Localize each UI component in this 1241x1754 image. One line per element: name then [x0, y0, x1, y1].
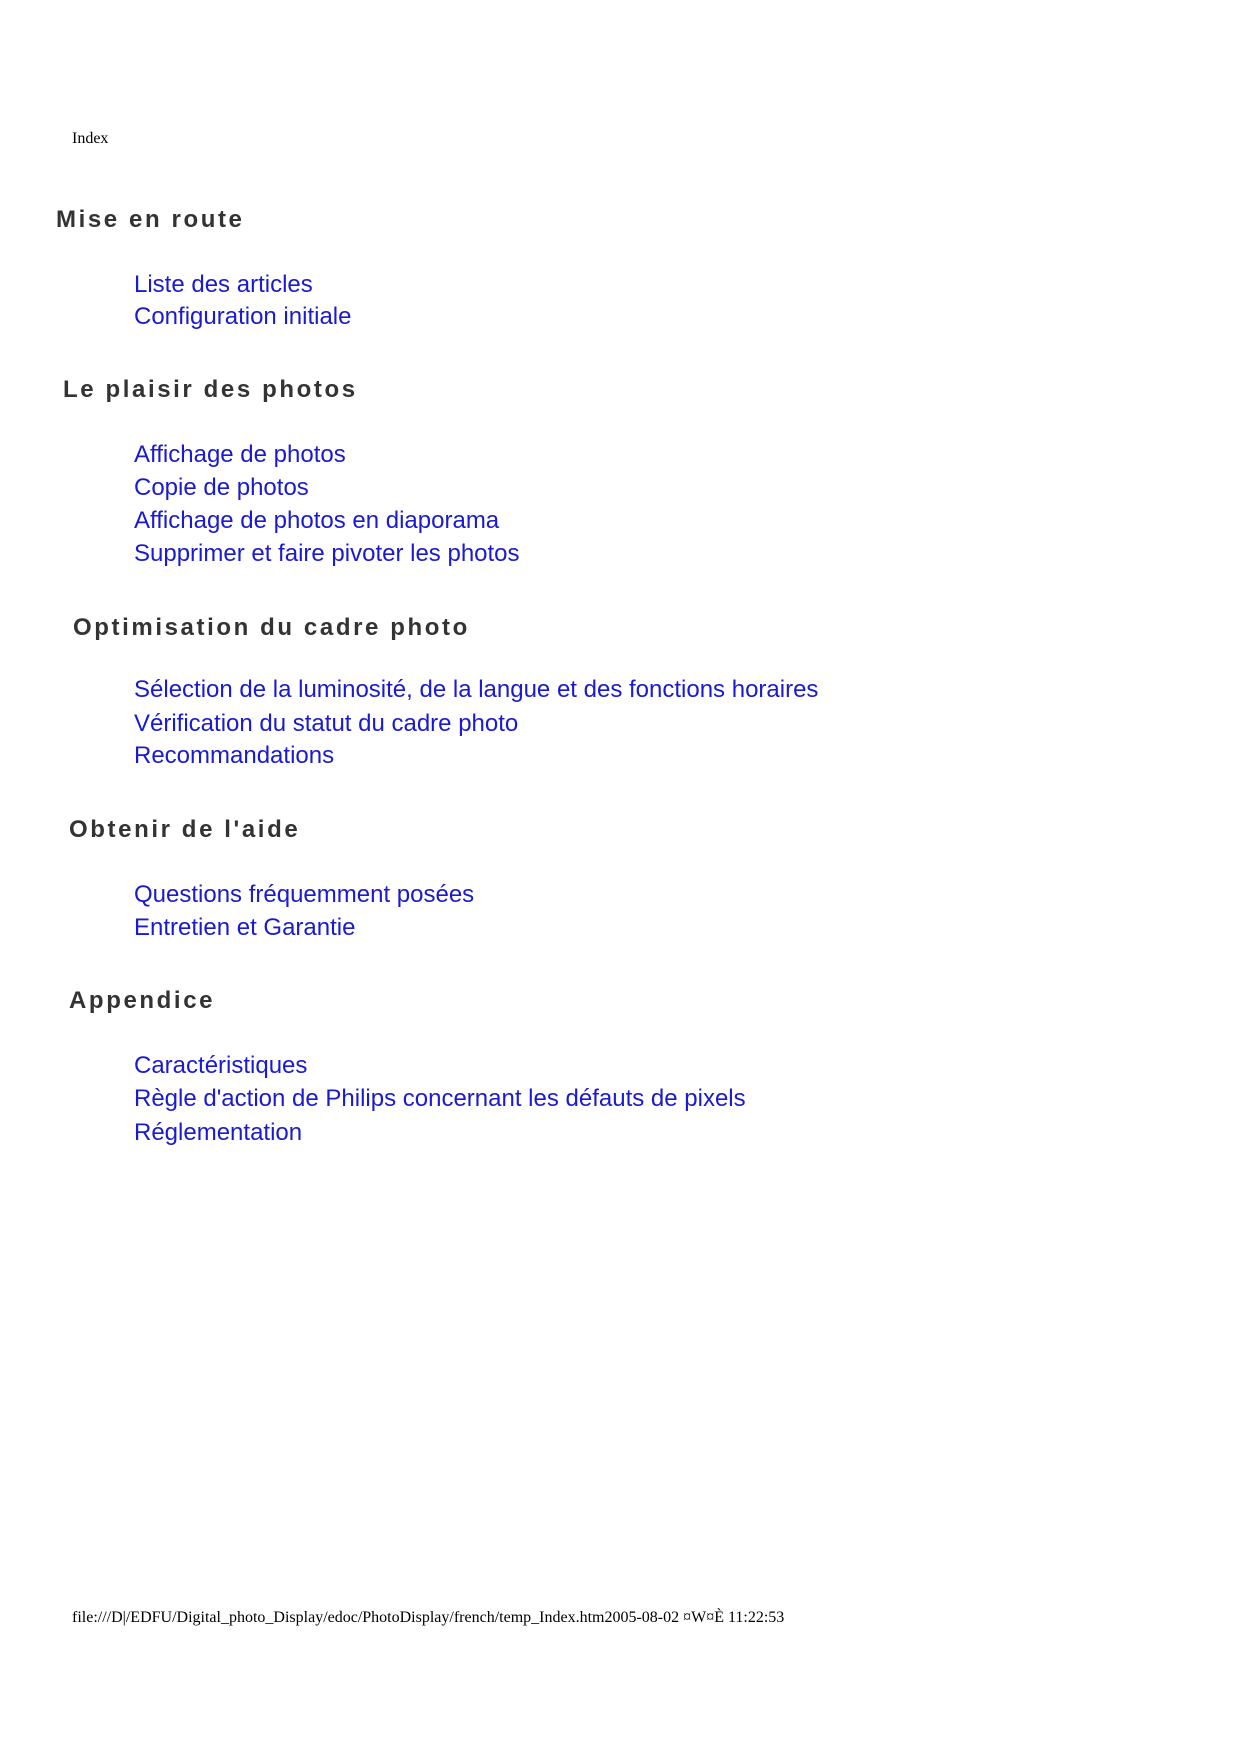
- toc-link-entretien-garantie[interactable]: Entretien et Garantie: [134, 914, 356, 941]
- toc-link-supprimer-pivoter[interactable]: Supprimer et faire pivoter les photos: [134, 540, 520, 567]
- toc-link-configuration-initiale[interactable]: Configuration initiale: [134, 303, 352, 330]
- toc-link-reglementation[interactable]: Réglementation: [134, 1119, 303, 1146]
- toc-link-selection-luminosite[interactable]: Sélection de la luminosité, de la langue et des fonctions horaires: [134, 676, 819, 703]
- page-footer-path: file:///D|/EDFU/Digital_photo_Display/edoc/PhotoDisplay/french/temp_Index.htm2005-08-02 ¤W¤È 11:22:53: [72, 1609, 785, 1626]
- section-title-appendice: Appendice: [69, 987, 216, 1014]
- toc-link-verification-statut[interactable]: Vérification du statut du cadre photo: [134, 710, 519, 737]
- section-title-plaisir-des-photos: Le plaisir des photos: [63, 376, 358, 403]
- toc-link-copie-de-photos[interactable]: Copie de photos: [134, 474, 309, 501]
- section-title-optimisation: Optimisation du cadre photo: [73, 614, 470, 641]
- section-title-mise-en-route: Mise en route: [56, 206, 245, 233]
- toc-link-questions-frequentes[interactable]: Questions fréquemment posées: [134, 881, 475, 908]
- page-header-title: Index: [72, 130, 109, 147]
- toc-link-recommandations[interactable]: Recommandations: [134, 742, 335, 769]
- toc-link-diaporama[interactable]: Affichage de photos en diaporama: [134, 507, 500, 534]
- toc-link-affichage-de-photos[interactable]: Affichage de photos: [134, 441, 346, 468]
- toc-link-regle-pixels[interactable]: Règle d'action de Philips concernant les défauts de pixels: [134, 1085, 746, 1112]
- section-title-obtenir-aide: Obtenir de l'aide: [69, 816, 301, 843]
- toc-link-caracteristiques[interactable]: Caractéristiques: [134, 1052, 308, 1079]
- toc-link-liste-des-articles[interactable]: Liste des articles: [134, 271, 313, 298]
